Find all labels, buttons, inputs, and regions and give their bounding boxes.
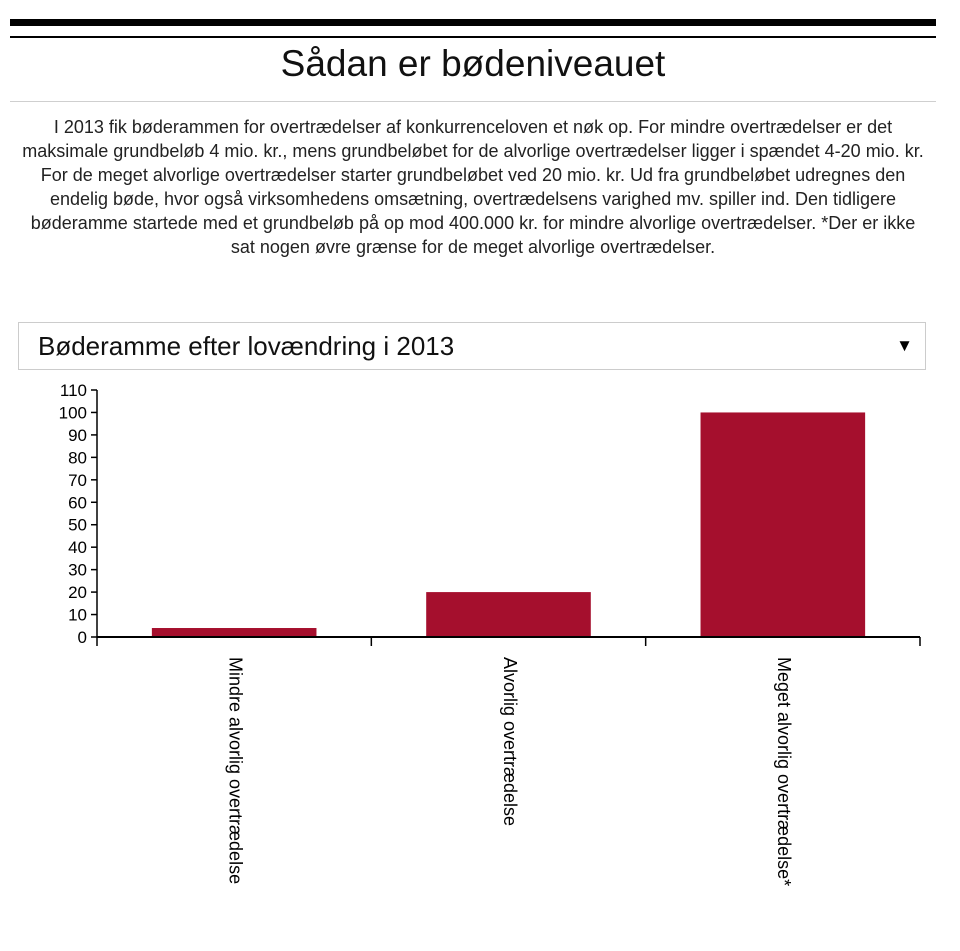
triangle-down-icon: ▼ [896, 336, 913, 355]
bars [152, 412, 865, 637]
y-tick-label: 10 [68, 605, 87, 625]
chart-selector-value: Bøderamme efter lovændring i 2013 [38, 331, 455, 361]
y-tick-label: 50 [68, 515, 87, 535]
y-axis [59, 381, 97, 647]
y-tick-label: 60 [68, 493, 87, 513]
y-tick-label: 110 [59, 381, 87, 400]
x-category-label: Mindre alvorlig overtrædelse [225, 657, 246, 885]
y-tick-label: 30 [68, 560, 87, 580]
bar[interactable] [701, 412, 866, 637]
x-axis [97, 637, 920, 886]
x-category-label: Alvorlig overtrædelse [499, 657, 520, 827]
description-text: I 2013 fik bøderammen for overtrædelser af konkurrenceloven et nøk op. For mindre overtrædelser er det maksimale grundbeløb 4 mio. kr., mens grundbeløbet for de alvorlige overtrædelser ligger i spændet 4-20 mio. kr. For de meget alvorlige overtrædelser starter grundbeløbet ved 20 mio. kr. Ud fra grundbeløbet udregnes den endelig bøde, hvor også virksomhedens omsætning, overtrædelsens varighed mv. spiller ind. Den tidligere bøderamme startede med et grundbeløb på op mod 400.000 kr. for mindre alvorlige overtrædelser. *Der er ikke sat nogen øvre grænse for de meget alvorlige overtrædelser. [22, 117, 924, 257]
page-title: Sådan er bødeniveauet [280, 43, 666, 84]
bar[interactable] [426, 592, 591, 637]
y-tick-label: 40 [68, 538, 87, 558]
y-tick-label: 0 [77, 628, 87, 647]
x-category-label: Meget alvorlig overtrædelse* [774, 657, 795, 887]
y-tick-label: 70 [68, 470, 87, 490]
y-tick-label: 80 [68, 448, 87, 468]
y-tick-label: 90 [68, 425, 87, 445]
bar[interactable] [152, 628, 317, 637]
y-tick-label: 20 [68, 583, 87, 603]
y-tick-label: 100 [58, 403, 87, 423]
